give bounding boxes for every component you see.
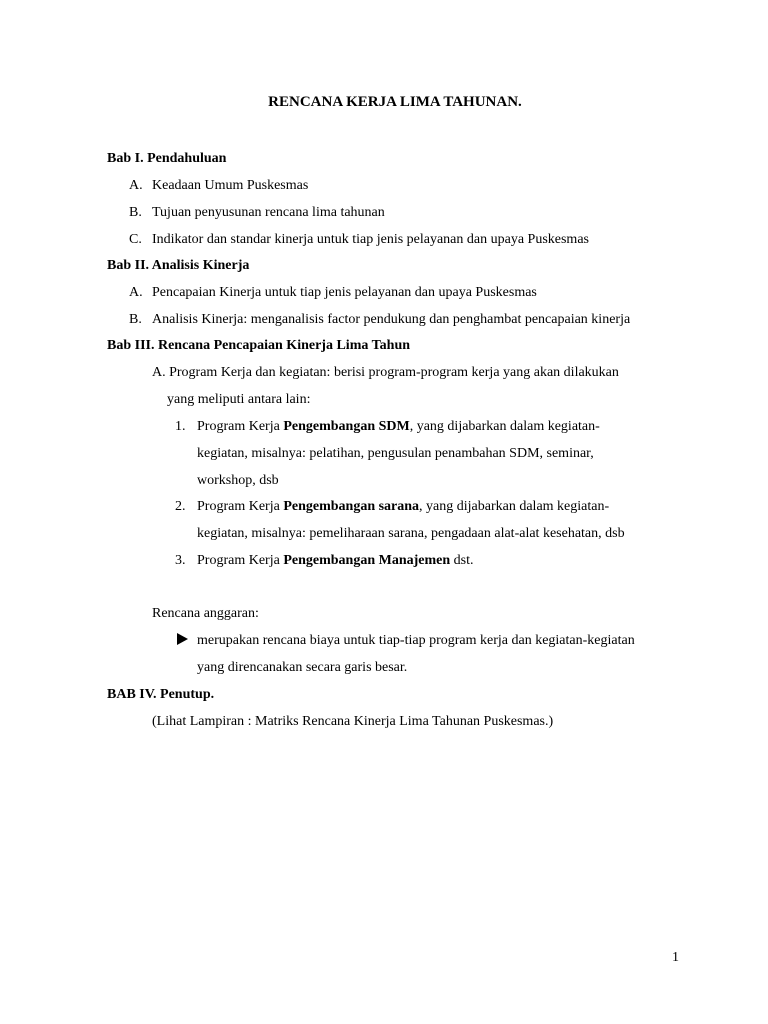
program-2-number: 2. — [175, 499, 186, 514]
program-1-number: 1. — [175, 419, 186, 434]
bab1-item-b-text: Tujuan penyusunan rencana lima tahunan — [152, 205, 385, 220]
program-2-suffix: , yang dijabarkan dalam kegiatan- — [419, 499, 610, 514]
program-1-line1 — [197, 418, 600, 436]
anggaran-line1: merupakan rencana biaya untuk tiap-tiap program kerja dan kegiatan-kegiatan — [197, 633, 635, 648]
program-3-line1 — [197, 552, 473, 570]
bab1-item-a-text: Keadaan Umum Puskesmas — [152, 178, 309, 193]
program-2-name: Pengembangan sarana — [283, 499, 420, 514]
program-1-prefix: Program Kerja — [197, 419, 284, 434]
bab3-a-line2: yang meliputi antara lain: — [167, 392, 311, 407]
bab3-heading: Bab III. Rencana Pencapaian Kinerja Lima Tahun — [107, 338, 411, 353]
bab4-note: (Lihat Lampiran : Matriks Rencana Kinerja Lima Tahunan Puskesmas.) — [152, 714, 554, 729]
bab1-item-b-label: B. — [129, 205, 142, 220]
program-1-name: Pengembangan SDM — [283, 419, 410, 434]
bab2-item-b-label: B. — [129, 312, 142, 327]
bab2-item-b-text: Analisis Kinerja: menganalisis factor pendukung dan penghambat pencapaian kinerja — [152, 312, 631, 327]
program-3-suffix: dst. — [450, 553, 474, 568]
program-1-line3: workshop, dsb — [197, 473, 279, 488]
bullet-arrow-icon — [177, 633, 188, 650]
program-2-line1 — [197, 498, 609, 516]
bab4-heading: BAB IV. Penutup. — [107, 687, 215, 702]
bab2-item-a-label: A. — [129, 285, 143, 300]
bab2-heading: Bab II. Analisis Kinerja — [107, 258, 250, 273]
bab3-a-line1: A. Program Kerja dan kegiatan: berisi program-program kerja yang akan dilakukan — [152, 365, 619, 380]
program-2-prefix: Program Kerja — [197, 499, 284, 514]
program-3-prefix: Program Kerja — [197, 553, 284, 568]
program-3-name: Pengembangan Manajemen — [283, 553, 451, 568]
anggaran-label: Rencana anggaran: — [152, 606, 259, 621]
page-number: 1 — [672, 950, 679, 965]
program-1-line2: kegiatan, misalnya: pelatihan, pengusulan penambahan SDM, seminar, — [197, 446, 594, 461]
anggaran-line2: yang direncanakan secara garis besar. — [197, 660, 408, 675]
bab1-item-a-label: A. — [129, 178, 143, 193]
bab1-item-c-text: Indikator dan standar kinerja untuk tiap jenis pelayanan dan upaya Puskesmas — [152, 232, 589, 247]
bab1-item-c-label: C. — [129, 232, 142, 247]
program-1-suffix: , yang dijabarkan dalam kegiatan- — [409, 419, 600, 434]
bab2-item-a-text: Pencapaian Kinerja untuk tiap jenis pelayanan dan upaya Puskesmas — [152, 285, 537, 300]
document-title: RENCANA KERJA LIMA TAHUNAN. — [268, 94, 522, 110]
program-2-line2: kegiatan, misalnya: pemeliharaan sarana, pengadaan alat-alat kesehatan, dsb — [197, 526, 625, 541]
bab1-heading: Bab I. Pendahuluan — [107, 151, 227, 166]
program-3-number: 3. — [175, 553, 186, 568]
